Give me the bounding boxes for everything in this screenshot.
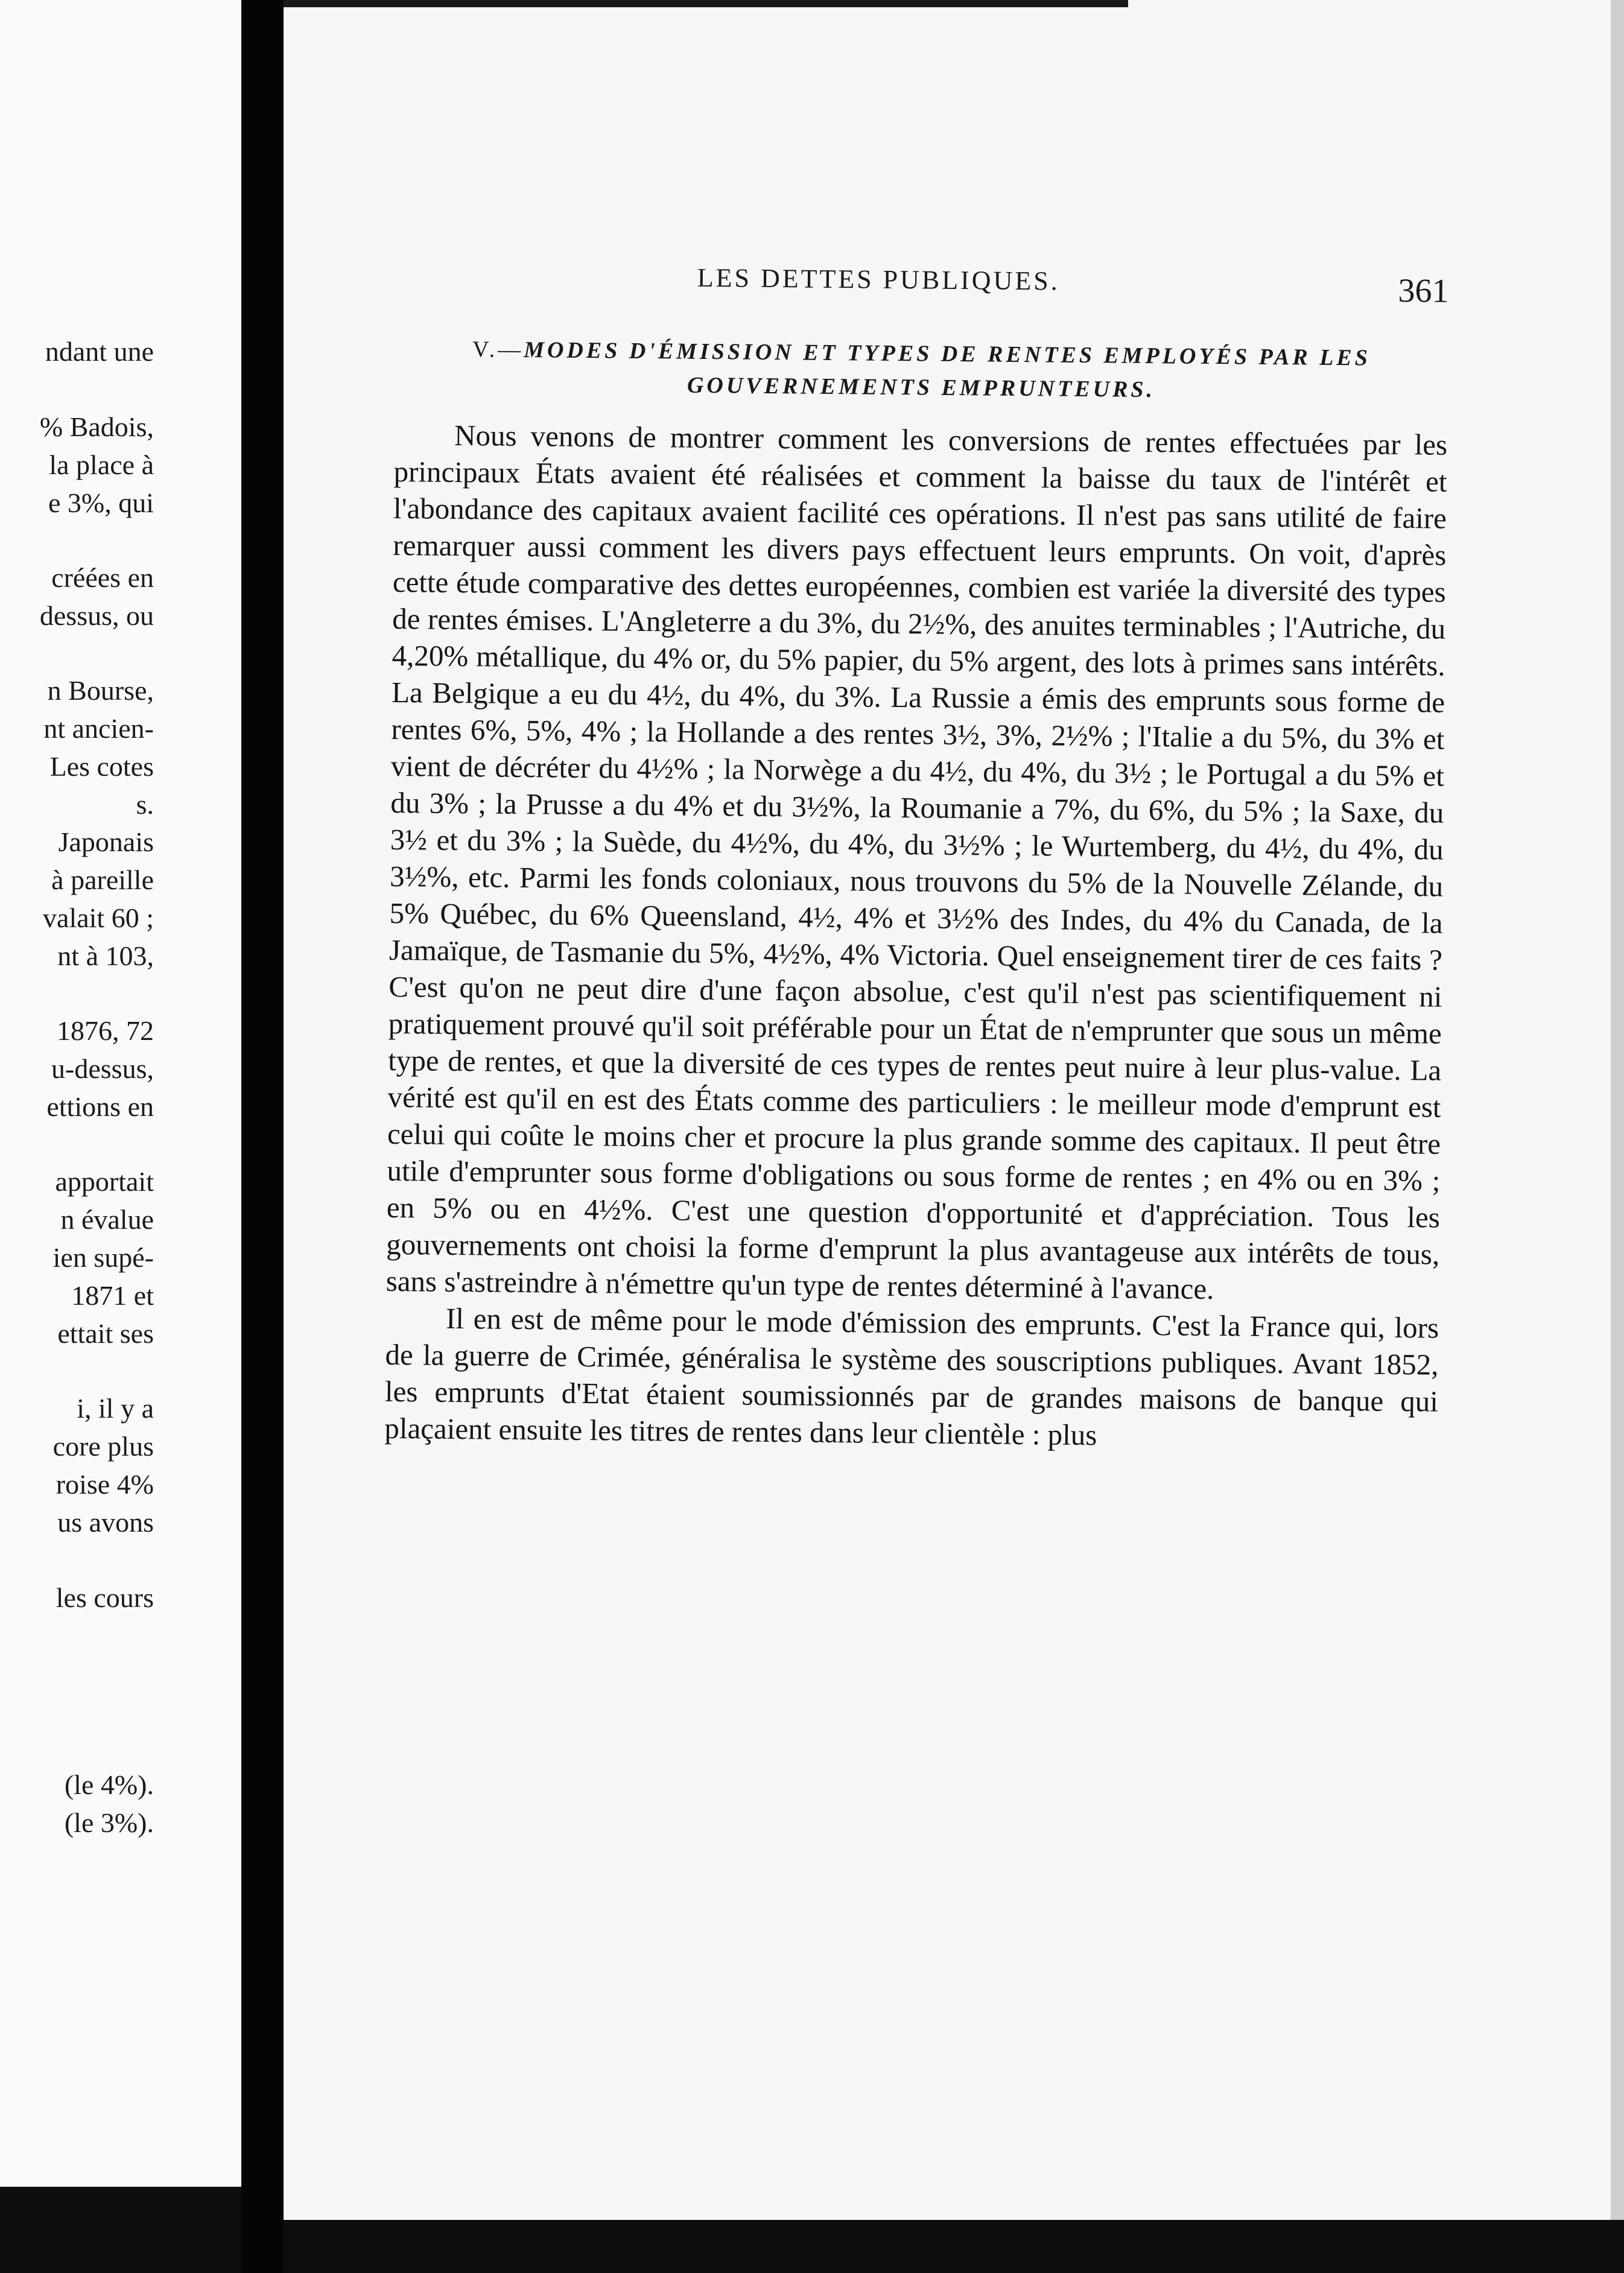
section-title: MODES D'ÉMISSION ET TYPES DE RENTES EMPLOYÉS PAR LES GOUVERNEMENTS EMPRUNTEURS. [523, 337, 1371, 403]
left-page-line: Japonais [58, 826, 154, 857]
book-gutter [241, 0, 284, 2273]
left-page-line: ettions en [46, 1091, 154, 1122]
left-page [0, 0, 274, 2187]
section-heading [395, 332, 1448, 410]
left-page-line: u-dessus, [51, 1053, 154, 1084]
paragraph: Il en est de même pour le mode d'émission des emprunts. C'est la France qui, lors de la guerre de Crimée, généralisa le système des souscriptions publiques. Avant 1852, les emprunts d'Etat étaient soumissionnés par de grandes maisons de banque qui plaçaient ensuite les titres de rentes dans leur clientèle : plus [384, 1301, 1439, 1452]
page-content [379, 259, 1449, 2019]
page-top-shadow [284, 0, 1128, 7]
left-page-line: n évalue [60, 1204, 154, 1235]
left-page-line: roise 4% [56, 1469, 154, 1500]
left-page-line: la place à [49, 449, 154, 480]
left-page-line: (le 4%). [64, 1769, 154, 1800]
left-page-line: i, il y a [77, 1393, 154, 1424]
left-page-line: e 3%, qui [48, 487, 154, 518]
left-page-line: s. [136, 789, 154, 820]
left-page-line: nt ancien- [43, 713, 154, 744]
left-page-line: ndant une [45, 336, 154, 367]
left-page-line: n Bourse, [47, 675, 154, 706]
left-page-line: us avons [57, 1507, 154, 1538]
running-head [395, 259, 1449, 318]
left-page-line: à pareille [51, 864, 154, 895]
right-page [284, 0, 1624, 2220]
paragraph: Nous venons de montrer comment les conversions de rentes effectuées par les principaux États avaient été réalisées et comment la baisse du taux de l'intérêt et l'abondance des capitaux avaient facilité ces opérations. Il n'est pas sans utilité de faire remarquer aussi comment les divers pays effectuent leurs emprunts. On voit, d'après cette étude comparative des dettes européennes, combien est variée la diversité des types de rentes émises. L'Angleterre a du 3%, du 2½%, des anuites terminables ; l'Autriche, du 4,20% métallique, du 4% or, du 5% papier, du 5% argent, des lots à primes sans intérêts. La Belgique a eu du 4½, du 4%, du 3%. La Russie a émis des emprunts sous forme de rentes 6%, 5%, 4% ; la Hollande a des rentes 3½, 3%, 2½% ; l'Italie a du 5%, du 3% et vient de décréter du 4½% ; la Norwège a du 4½, du 4%, du 3½ ; le Portugal a du 5% et du 3% ; la Prusse a du 4% et du 3½%, la Roumanie a 7%, du 6%, du 5% ; la Saxe, du 3½ et du 3% ; la Suède, du 4½%, du 4%, du 3½% ; le Wurtemberg, du 4½, du 4%, du 3½%, etc. Parmi les fonds coloniaux, nous trouvons du 5% de la Nouvelle Zélande, du 5% Québec, du 6% Queensland, 4½, 4% et 3½% des Indes, du 4% du Canada, de la Jamaïque, de Tasmanie du 5%, 4½%, 4% Victoria. Quel enseignement tirer de ces faits ? C'est qu'on ne peut dire d'une façon absolue, c'est qu'il n'est pas scientifiquement ni pratiquement prouvé qu'il soit préférable pour un État de n'emprunter que sous un même type de rentes, et que la diversité de ces types de rentes peut nuire à leur plus-value. La vérité est qu'il en est des États comme des particuliers : le meilleur mode d'emprunt est celui qui coûte le moins cher et procure la plus grande somme des capitaux. Il peut être utile d'emprunter sous forme d'obligations ou sous forme de rentes ; en 4% ou en 3% ; en 5% ou en 4½%. C'est une question d'opportunité et d'appréciation. Tous les gouvernements ont choisi la forme d'emprunt la plus avantageuse aux intérêts de tous, sans s'astreindre à n'émettre qu'un type de rentes déterminé à l'avance. [385, 418, 1448, 1306]
left-page-text [0, 0, 274, 2187]
page-number: 361 [1398, 271, 1449, 310]
left-page-line: % Badois, [39, 411, 154, 442]
running-title: LES DETTES PUBLIQUES. [697, 262, 1060, 296]
left-page-line: ien supé- [52, 1242, 154, 1273]
left-page-line: 1876, 72 [57, 1015, 154, 1046]
left-page-line: ettait ses [57, 1318, 154, 1349]
section-numeral: V.— [472, 337, 524, 363]
left-page-line: les cours [56, 1582, 154, 1613]
left-page-line: core plus [52, 1431, 154, 1462]
page-edge [1611, 0, 1624, 2220]
left-page-line: dessus, ou [39, 600, 154, 631]
left-page-line: valait 60 ; [43, 902, 154, 933]
left-page-line: créées en [51, 562, 154, 593]
left-page-line: (le 3%). [64, 1807, 154, 1838]
left-page-line: Les cotes [49, 751, 154, 782]
left-page-line: apportait [55, 1166, 154, 1197]
left-page-line: nt à 103, [57, 940, 154, 971]
left-page-line: 1871 et [71, 1280, 154, 1311]
